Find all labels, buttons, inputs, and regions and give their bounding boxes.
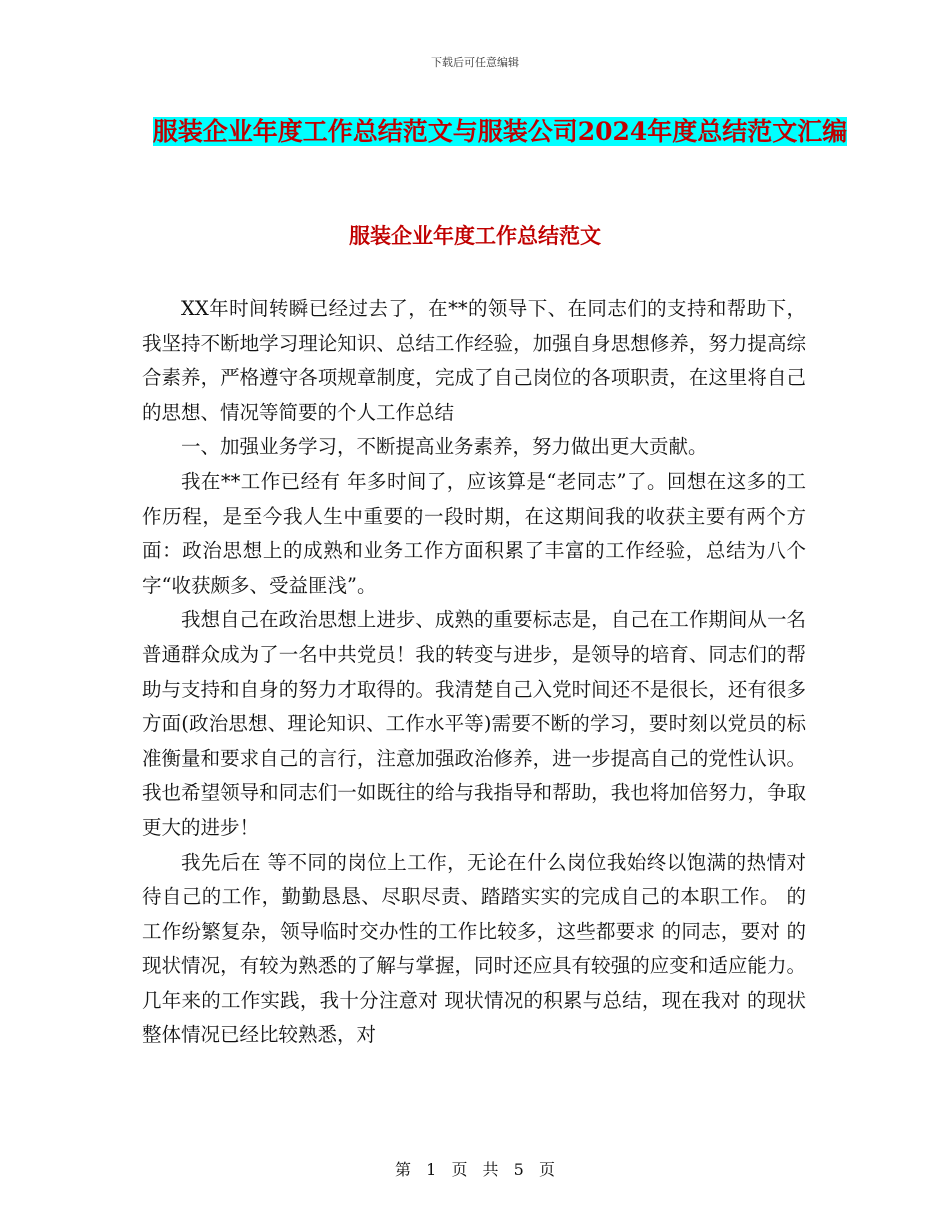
page-footer (0, 1157, 950, 1180)
body-text (142, 292, 806, 1053)
paragraph: 我先后在 等不同的岗位上工作，无论在什么岗位我始终以饱满的热情对待自己的工作，勤勤恳恳、尽职尽责、踏踏实实的完成自己的本职工作。 的工作纷繁复杂，领导临时交办性的工作比较多，这些都要求 的同志，要对 的现状情况，有较为熟悉的了解与掌握，同时还应具有较强的应变和适应能力。几年来的工作实践，我十分注意对 现状情况的积累与总结，现在我对 的现状整体情况已经比较熟悉，对 (142, 850, 806, 1047)
footer-middle: 页 (451, 1160, 468, 1179)
paragraph: 我在**工作已经有 年多时间了，应该算是“老同志”了。回想在这多的工作历程，是至今我人生中重要的一段时期，在这期间我的收获主要有两个方面：政治思想上的成熟和业务工作方面积累了丰富的工作经验，总结为八个字“收获颇多、受益匪浅”。 (142, 469, 806, 597)
header-note: 下载后可任意编辑 (431, 56, 519, 69)
document-title-text: 服装企业年度工作总结范文与服装公司2024年度总结范文汇编 (152, 117, 848, 146)
footer-page-number: 1 (426, 1160, 437, 1179)
footer-total-pages: 5 (513, 1160, 524, 1179)
paragraph: 我想自己在政治思想上进步、成熟的重要标志是，自己在工作期间从一名普通群众成为了一名中共党员！我的转变与进步，是领导的培育、同志们的帮助与支持和自身的努力才取得的。我清楚自己入党时间还不是很长，还有很多方面(政治思想、理论知识、工作水平等)需要不断的学习，要时刻以党员的标准衡量和要求自己的言行，注意加强政治修养，进一步提高自己的党性认识。我也希望领导和同志们一如既往的给与我指导和帮助，我也将加倍努力，争取更大的进步！ (142, 608, 806, 839)
footer-total-prefix: 共 (482, 1160, 499, 1179)
footer-suffix: 页 (538, 1160, 555, 1179)
paragraph: 一、加强业务学习，不断提高业务素养，努力做出更大贡献。 (181, 435, 708, 459)
document-title (140, 110, 860, 154)
footer-prefix: 第 (395, 1160, 412, 1179)
paragraph: XX年时间转瞬已经过去了，在**的领导下、在同志们的支持和帮助下，我坚持不断地学习理论知识、总结工作经验，加强自身思想修养，努力提高综合素养，严格遵守各项规章制度，完成了自己岗位的各项职责，在这里将自己的思想、情况等简要的个人工作总结 (142, 297, 806, 424)
section-title: 服装企业年度工作总结范文 (349, 223, 601, 248)
